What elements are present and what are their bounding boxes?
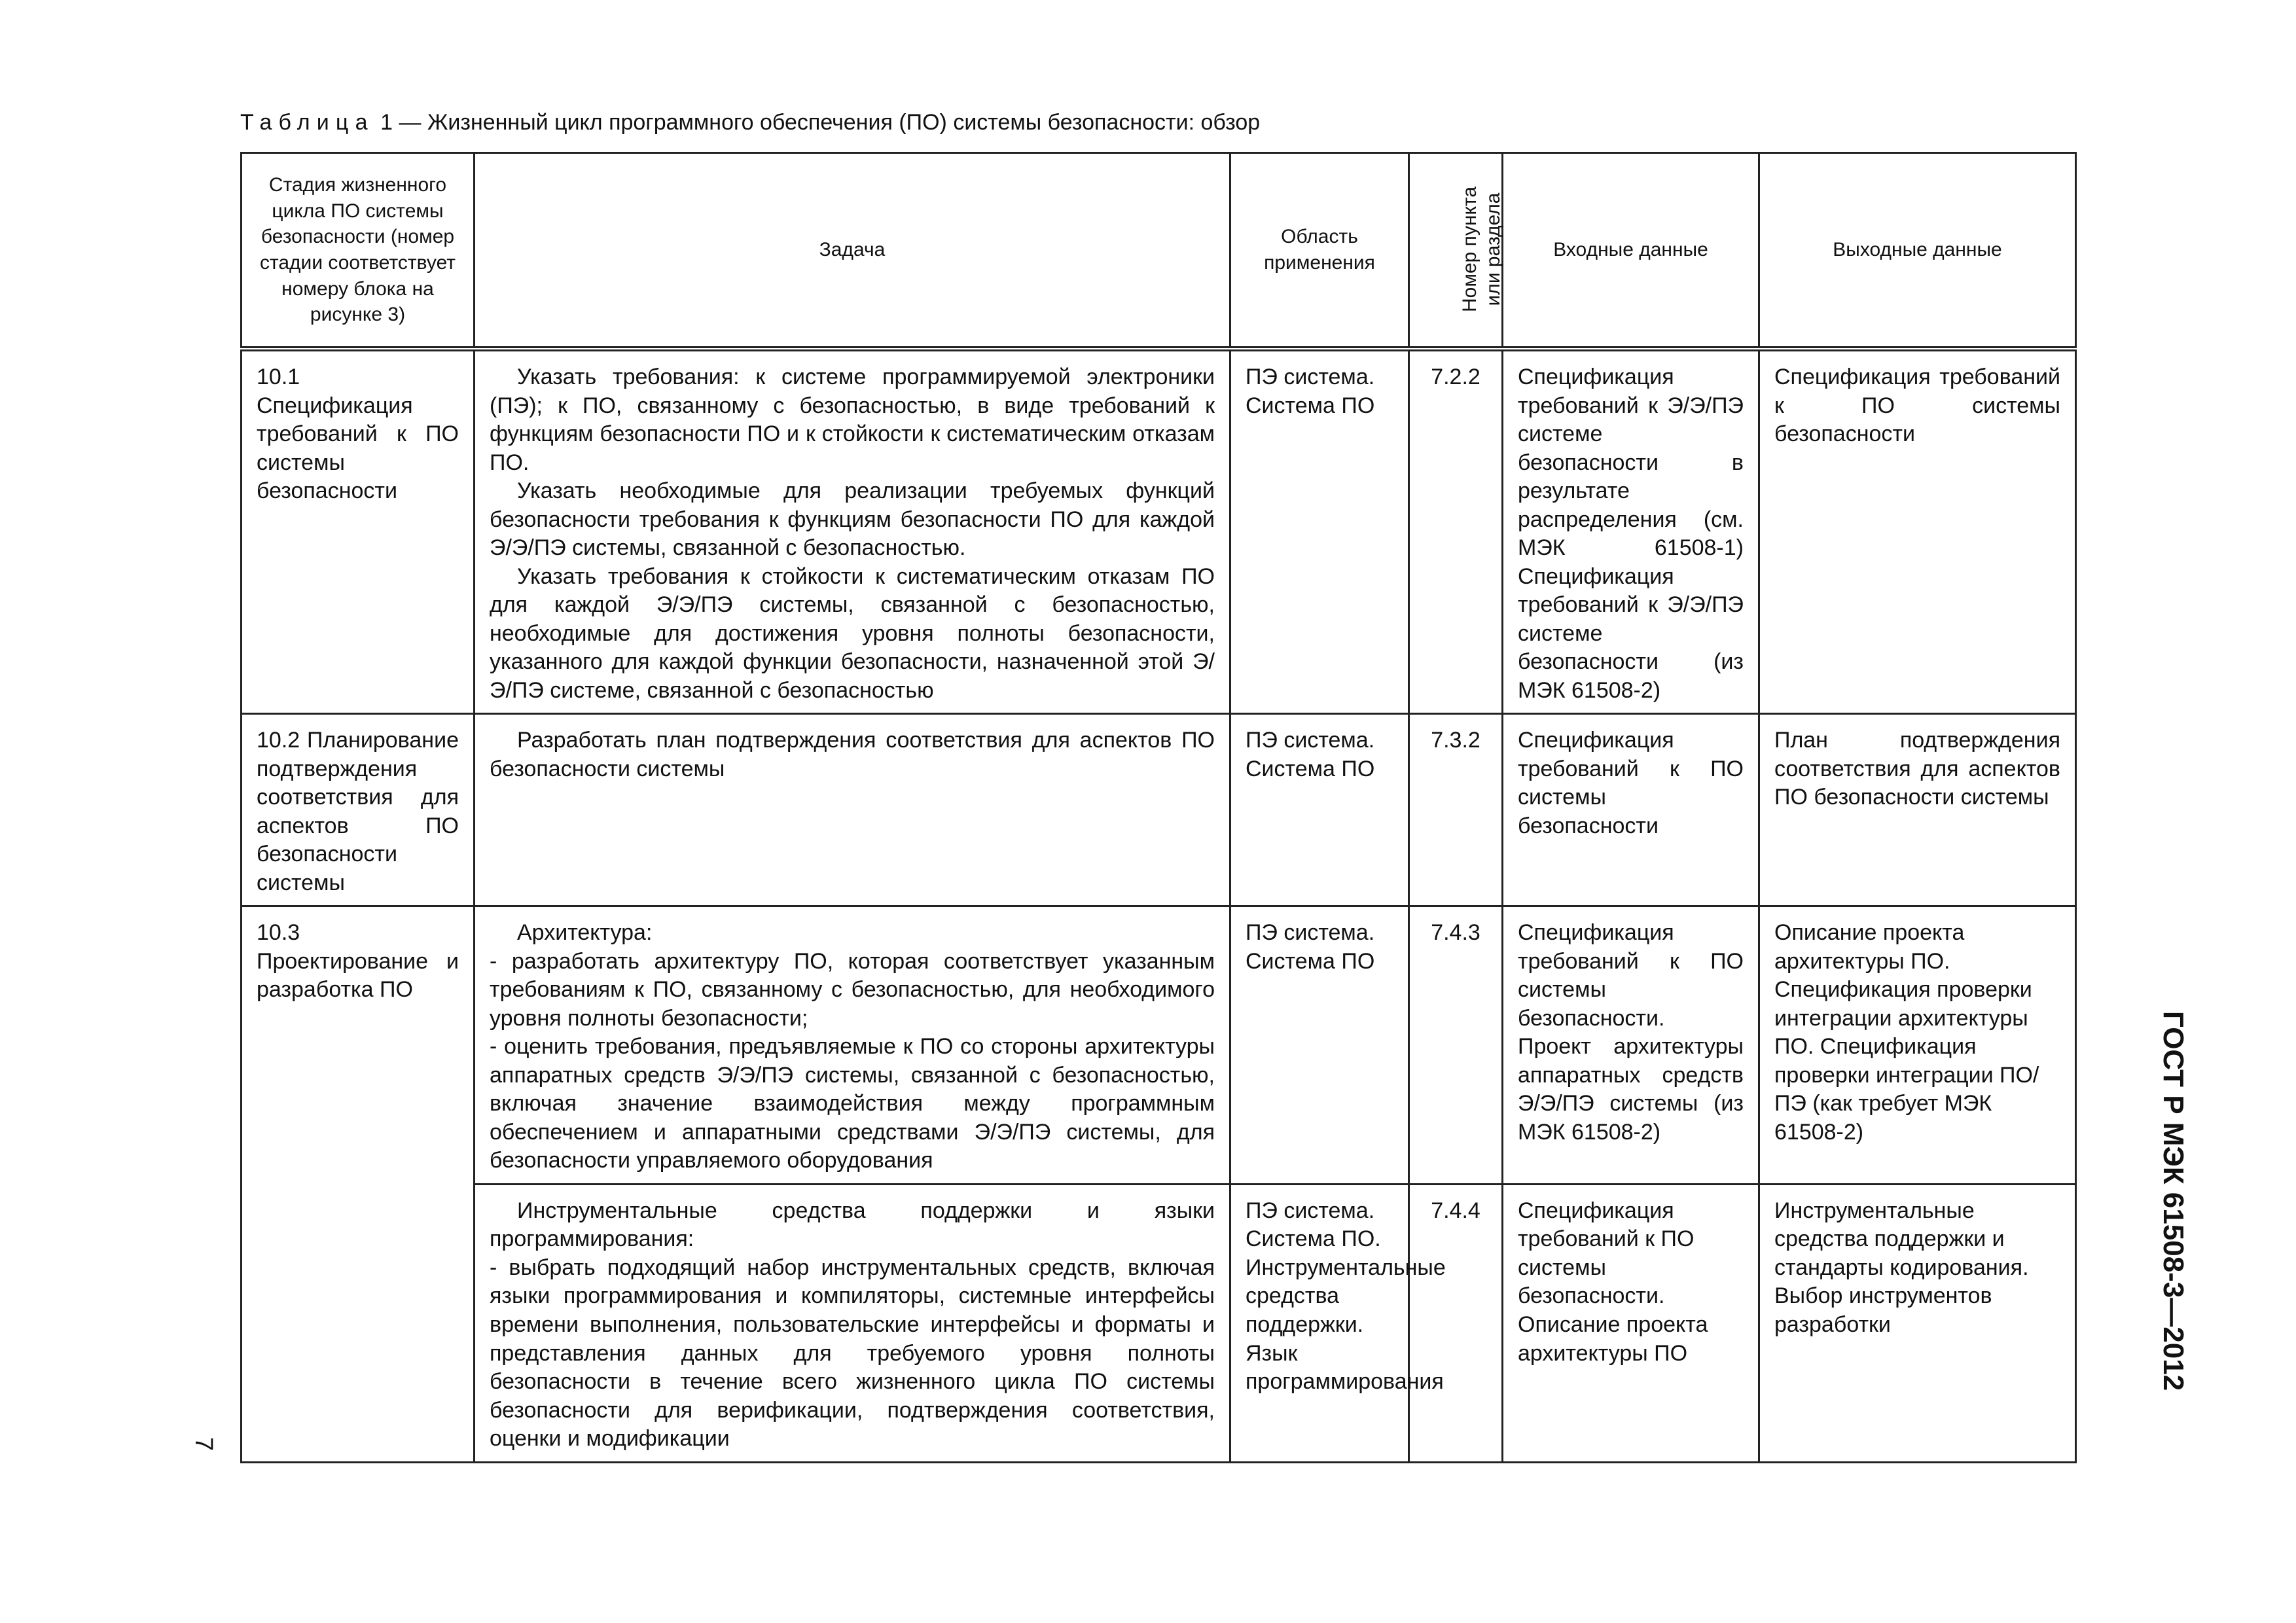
task-paragraph: Архитектура: xyxy=(517,920,653,946)
row-inputs: Спецификация требований к ПО системы безопасности xyxy=(1503,714,1759,906)
row-task xyxy=(475,349,1230,714)
header-clause-text: Номер пункта или раздела xyxy=(1459,187,1504,313)
standard-title: ГОСТ Р МЭК 61508-3—2012 xyxy=(2157,1010,2190,1391)
table-row xyxy=(242,906,2076,1185)
task-paragraph: Указать требования к стойкости к систематическим отказам ПО для каждой Э/Э/ПЭ системы, связанной с безопасностью, необходимые для достижения уровня полноты безопасности, указанного для каждой функции безопасности, назначенной этой Э/Э/ПЭ системе, связанной с безопасностью xyxy=(490,563,1215,703)
table-row xyxy=(242,714,2076,906)
row-stage: 10.1 Спецификация требований к ПО системы безопасности xyxy=(242,349,475,714)
row-clause: 7.3.2 xyxy=(1409,714,1503,906)
caption-label: Таблица xyxy=(240,110,374,135)
row-inputs: Спецификация требований к ПО системы безопасности. Проект архитектуры аппаратных средств Э/Э/ПЭ системы (из МЭК 61508-2) xyxy=(1503,906,1759,1185)
row-task xyxy=(475,1184,1230,1462)
row-scope: ПЭ система. Система ПО xyxy=(1230,714,1409,906)
row-stage: 10.3 Проектирование и разработка ПО xyxy=(242,906,475,1462)
header-row xyxy=(242,153,2076,349)
lifecycle-table xyxy=(240,152,2077,1463)
caption-dash: — xyxy=(399,110,422,135)
table-caption xyxy=(240,110,1260,135)
task-bullet: - разработать архитектуру ПО, которая соответствует указанным требованиям к ПО, связанному с безопасностью, для необходимого уровня полноты безопасности; xyxy=(490,948,1215,1031)
row-clause: 7.2.2 xyxy=(1409,349,1503,714)
header-inputs: Входные данные xyxy=(1503,153,1759,349)
header-clause xyxy=(1409,153,1503,349)
header-task: Задача xyxy=(475,153,1230,349)
table-row xyxy=(242,349,2076,714)
task-bullet: - оценить требования, предъявляемые к ПО со стороны архитектуры аппаратных средств Э/Э/ПЭ системы, связанной с безопасностью, включая значение взаимодействия между программным обеспечением и аппаратными средствами Э/Э/ПЭ системы, для безопасности управляемого оборудования xyxy=(490,1034,1215,1173)
row-scope: ПЭ система. Система ПО xyxy=(1230,349,1409,714)
table-row xyxy=(242,1184,2076,1462)
header-stage: Стадия жизненного цикла ПО системы безопасности (номер стадии соответствует номеру блока на рисунке 3) xyxy=(242,153,475,349)
page-number: 7 xyxy=(190,1436,218,1452)
task-paragraph: Разработать план подтверждения соответствия для аспектов ПО безопасности системы xyxy=(490,728,1215,781)
header-scope: Область применения xyxy=(1230,153,1409,349)
row-clause: 7.4.3 xyxy=(1409,906,1503,1185)
caption-text: Жизненный цикл программного обеспечения (ПО) системы безопасности: обзор xyxy=(427,110,1261,135)
task-paragraph: Указать требования: к системе программируемой электроники (ПЭ); к ПО, связанному с безопасностью, в виде требований к функциям безопасности ПО и к стойкости к систематическим отказам ПО. xyxy=(490,365,1215,475)
row-outputs: План подтверждения соответствия для аспектов ПО безопасности системы xyxy=(1759,714,2076,906)
task-bullet: - выбрать подходящий набор инструментальных средств, включая языки программирования и компиляторы, системные интерфейсы времени выполнения, пользовательские интерфейсы и форматы и представления данных для требуемого уровня полноты безопасности в течение всего жизненного цикла ПО системы безопасности для верификации, подтверждения соответствия, оценки и модификации xyxy=(490,1255,1215,1452)
task-paragraph: Инструментальные средства поддержки и языки программирования: xyxy=(490,1198,1215,1252)
row-clause: 7.4.4 xyxy=(1409,1184,1503,1462)
header-outputs: Выходные данные xyxy=(1759,153,2076,349)
row-task xyxy=(475,714,1230,906)
row-outputs: Описание проекта архитектуры ПО. Спецификация проверки интеграции архитектуры ПО. Спецификация проверки интеграции ПО/ПЭ (как требует МЭК 61508-2) xyxy=(1759,906,2076,1185)
row-outputs: Спецификация требований к ПО системы безопасности xyxy=(1759,349,2076,714)
caption-number: 1 xyxy=(380,110,393,135)
row-outputs: Инструментальные средства поддержки и стандарты кодирования. Выбор инструментов разработки xyxy=(1759,1184,2076,1462)
row-inputs: Спецификация требований к Э/Э/ПЭ системе безопасности в результате распределения (см. МЭК 61508-1) Спецификация требований к Э/Э/ПЭ системе безопасности (из МЭК 61508-2) xyxy=(1503,349,1759,714)
row-inputs: Спецификация требований к ПО системы безопасности. Описание проекта архитектуры ПО xyxy=(1503,1184,1759,1462)
row-scope: ПЭ система. Система ПО. Инструментальные средства поддержки. Язык программирования xyxy=(1230,1184,1409,1462)
row-stage: 10.2 Планирование подтверждения соответствия для аспектов ПО безопасности системы xyxy=(242,714,475,906)
row-task xyxy=(475,906,1230,1185)
task-paragraph: Указать необходимые для реализации требуемых функций безопасности требования к функциям безопасности ПО для каждой Э/Э/ПЭ системы, связанной с безопасностью. xyxy=(490,478,1215,561)
row-scope: ПЭ система. Система ПО xyxy=(1230,906,1409,1185)
